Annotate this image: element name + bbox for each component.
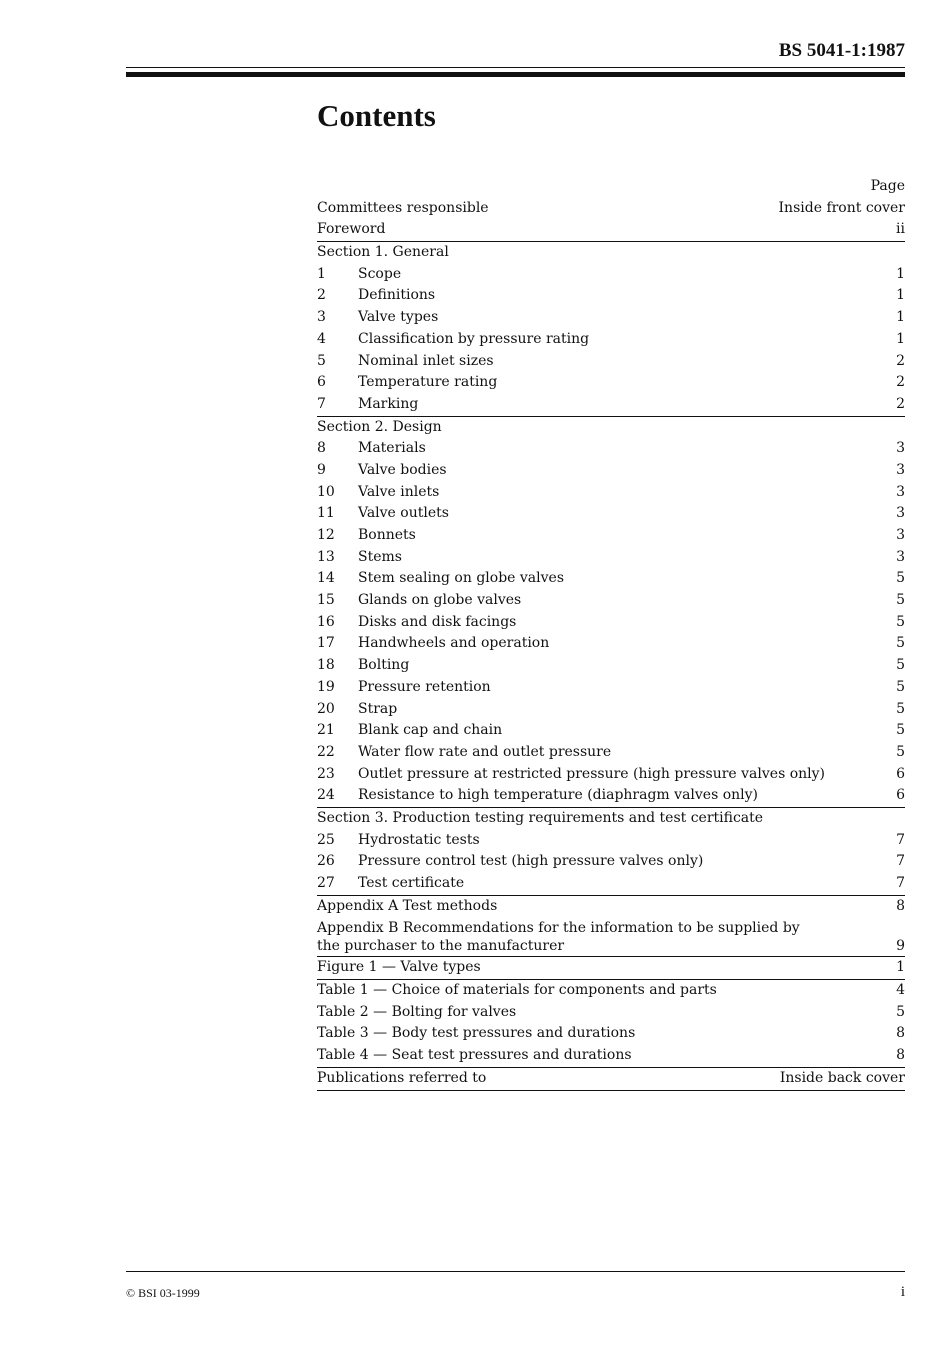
toc-entry-text: Figure 1 — Valve types bbox=[317, 959, 481, 976]
toc-entry-page: 5 bbox=[896, 592, 905, 609]
toc-entry-appendix-a[interactable] bbox=[317, 896, 905, 918]
page-column-heading: Page bbox=[870, 178, 905, 194]
header-rule-thin bbox=[126, 67, 905, 68]
clause-number: 6 bbox=[317, 374, 326, 391]
clause-number: 17 bbox=[317, 635, 335, 652]
toc-entry[interactable] bbox=[317, 764, 905, 786]
toc-entry[interactable] bbox=[317, 612, 905, 634]
clause-number: 2 bbox=[317, 287, 326, 304]
toc-entry-page: 5 bbox=[896, 743, 905, 760]
toc-entry-text: Foreword bbox=[317, 221, 386, 238]
clause-number: 26 bbox=[317, 853, 335, 870]
toc-entry-page: 5 bbox=[896, 570, 905, 587]
toc-entry-page: 3 bbox=[896, 505, 905, 522]
clause-number: 18 bbox=[317, 657, 335, 674]
page-title: Contents bbox=[317, 98, 436, 133]
toc-entry-page: 2 bbox=[896, 374, 905, 391]
toc-entry[interactable] bbox=[317, 372, 905, 394]
toc-entry-page: 8 bbox=[896, 897, 905, 914]
toc-entry-text: Nominal inlet sizes bbox=[358, 352, 494, 369]
toc-entry-page: 1 bbox=[896, 330, 905, 347]
clause-number: 23 bbox=[317, 765, 335, 782]
toc-entry[interactable] bbox=[317, 307, 905, 329]
toc-entry-page: ii bbox=[896, 221, 905, 238]
toc-entry-text: Table 2 — Bolting for valves bbox=[317, 1003, 517, 1020]
toc-entry-text: Test certificate bbox=[358, 875, 465, 891]
toc-entry[interactable] bbox=[317, 655, 905, 677]
clause-number: 8 bbox=[317, 440, 326, 457]
toc-entry-appendix-b[interactable] bbox=[317, 917, 905, 957]
toc-entry-page: 3 bbox=[896, 548, 905, 565]
toc-entry[interactable] bbox=[317, 633, 905, 655]
toc-entry-page: 3 bbox=[896, 483, 905, 500]
toc-entry-text: Scope bbox=[358, 265, 402, 282]
toc-entry-page: 5 bbox=[896, 678, 905, 695]
clause-number: 10 bbox=[317, 483, 335, 500]
toc-entry-text: Hydrostatic tests bbox=[358, 831, 480, 848]
clause-number: 9 bbox=[317, 461, 326, 478]
toc-entry-publications[interactable] bbox=[317, 1068, 905, 1091]
clause-number: 12 bbox=[317, 527, 335, 543]
clause-number: 3 bbox=[317, 309, 326, 326]
toc-entry[interactable] bbox=[317, 394, 905, 417]
toc-entry-text: Glands on globe valves bbox=[358, 592, 522, 609]
toc-entry-text: Valve types bbox=[358, 309, 439, 326]
header-rule-thick bbox=[126, 72, 905, 77]
toc-entry-page: 5 bbox=[896, 1003, 905, 1020]
toc-entry-table[interactable] bbox=[317, 1023, 905, 1045]
toc-entry-text: Appendix B Recommendations for the information to be supplied by bbox=[317, 920, 800, 937]
toc-entry-page: 8 bbox=[896, 1025, 905, 1042]
toc-entry-page: 7 bbox=[896, 853, 905, 870]
toc-entry-text: Handwheels and operation bbox=[358, 635, 550, 652]
toc-entry-text: Valve bodies bbox=[358, 461, 447, 478]
toc-entry[interactable] bbox=[317, 264, 905, 286]
toc-entry[interactable] bbox=[317, 525, 905, 547]
toc-entry-page: 5 bbox=[896, 657, 905, 674]
toc-entry-page: 1 bbox=[896, 959, 905, 976]
toc-entry-table[interactable] bbox=[317, 1045, 905, 1068]
clause-number: 14 bbox=[317, 570, 335, 587]
toc-section-heading bbox=[317, 417, 905, 439]
toc-entry[interactable] bbox=[317, 482, 905, 504]
toc-entry-text: Pressure control test (high pressure valves only) bbox=[358, 853, 704, 870]
toc-entry[interactable] bbox=[317, 873, 905, 896]
toc-entry-page: 5 bbox=[896, 722, 905, 739]
toc-entry[interactable] bbox=[317, 438, 905, 460]
clause-number: 7 bbox=[317, 395, 326, 412]
table-of-contents bbox=[317, 176, 905, 1091]
page-number: i bbox=[900, 1284, 905, 1300]
toc-entry[interactable] bbox=[317, 851, 905, 873]
document-id: BS 5041-1:1987 bbox=[778, 40, 905, 61]
toc-entry[interactable] bbox=[317, 677, 905, 699]
toc-entry[interactable] bbox=[317, 742, 905, 764]
toc-entry-text: Resistance to high temperature (diaphragm valves only) bbox=[358, 787, 759, 804]
toc-entry-text: Stem sealing on globe valves bbox=[358, 570, 565, 587]
toc-entry-text: Valve outlets bbox=[358, 505, 449, 522]
toc-entry[interactable] bbox=[317, 590, 905, 612]
toc-entry[interactable] bbox=[317, 699, 905, 721]
toc-entry-page: 1 bbox=[896, 265, 905, 282]
footer-rule bbox=[126, 1271, 905, 1272]
toc-entry-text: Appendix A Test methods bbox=[317, 897, 498, 914]
clause-number: 20 bbox=[317, 700, 335, 717]
clause-number: 11 bbox=[317, 505, 335, 522]
toc-entry-text: Table 1 — Choice of materials for components and parts bbox=[317, 982, 717, 999]
toc-entry-figure[interactable] bbox=[317, 957, 905, 980]
toc-entry-text: Outlet pressure at restricted pressure (high pressure valves only) bbox=[358, 765, 826, 782]
clause-number: 22 bbox=[317, 743, 335, 760]
toc-entry-text: Table 4 — Seat test pressures and durations bbox=[317, 1047, 632, 1064]
toc-page-heading-row bbox=[317, 176, 905, 198]
toc-entry-page: 9 bbox=[896, 938, 905, 955]
toc-entry-text: Materials bbox=[358, 440, 426, 457]
toc-entry[interactable] bbox=[317, 830, 905, 852]
toc-entry-text: Marking bbox=[358, 395, 419, 412]
toc-entry-table[interactable] bbox=[317, 1002, 905, 1024]
toc-entry-text: Bolting bbox=[358, 657, 410, 674]
clause-number: 13 bbox=[317, 548, 335, 565]
toc-entry-page: 6 bbox=[896, 765, 905, 782]
toc-entry-page: 2 bbox=[896, 395, 905, 412]
toc-entry-page: 3 bbox=[896, 461, 905, 478]
toc-entry-text: Disks and disk facings bbox=[358, 613, 517, 630]
clause-number: 16 bbox=[317, 613, 335, 630]
toc-entry-table[interactable] bbox=[317, 980, 905, 1002]
copyright-notice: © BSI 03-1999 bbox=[126, 1286, 200, 1300]
toc-entry[interactable] bbox=[317, 720, 905, 742]
clause-number: 5 bbox=[317, 352, 326, 369]
toc-entry-text: Blank cap and chain bbox=[358, 722, 503, 739]
toc-entry-page: Inside back cover bbox=[779, 1069, 905, 1086]
toc-entry-text: Table 3 — Body test pressures and durations bbox=[317, 1025, 636, 1042]
clause-number: 4 bbox=[317, 330, 326, 347]
clause-number: 19 bbox=[317, 678, 335, 695]
section-heading-text: Section 3. Production testing requirements and test certificate bbox=[317, 809, 764, 826]
toc-entry-page: 3 bbox=[896, 527, 905, 543]
clause-number: 27 bbox=[317, 875, 335, 891]
toc-entry-page: 7 bbox=[896, 831, 905, 848]
toc-entry-text: Valve inlets bbox=[358, 483, 440, 500]
toc-entry[interactable] bbox=[317, 329, 905, 351]
toc-entry[interactable] bbox=[317, 351, 905, 373]
toc-entry-text: Publications referred to bbox=[317, 1069, 487, 1086]
toc-entry-text: Strap bbox=[358, 700, 398, 717]
toc-entry-text: Temperature rating bbox=[358, 374, 498, 391]
clause-number: 15 bbox=[317, 592, 335, 609]
toc-entry-text: Stems bbox=[358, 548, 402, 565]
toc-entry-text: Water flow rate and outlet pressure bbox=[358, 743, 612, 760]
toc-entry-page: 2 bbox=[896, 352, 905, 369]
toc-entry-page: 3 bbox=[896, 440, 905, 457]
toc-entry-text: Committees responsible bbox=[317, 199, 489, 216]
toc-entry-text: Definitions bbox=[358, 287, 436, 304]
toc-entry-page: 5 bbox=[896, 613, 905, 630]
toc-entry-page: Inside front cover bbox=[778, 199, 905, 216]
section-heading-text: Section 2. Design bbox=[317, 418, 442, 435]
toc-entry-page: 7 bbox=[896, 875, 905, 891]
toc-entry-page: 5 bbox=[896, 700, 905, 717]
toc-entry-page: 8 bbox=[896, 1047, 905, 1064]
toc-entry-text-continued: the purchaser to the manufacturer bbox=[317, 938, 565, 955]
toc-entry-page: 1 bbox=[896, 309, 905, 326]
clause-number: 1 bbox=[317, 265, 326, 282]
toc-entry-text: Pressure retention bbox=[358, 678, 491, 695]
toc-section-heading bbox=[317, 242, 905, 264]
clause-number: 21 bbox=[317, 722, 335, 739]
toc-entry[interactable] bbox=[317, 198, 905, 220]
toc-entry[interactable] bbox=[317, 785, 905, 808]
toc-entry-page: 1 bbox=[896, 287, 905, 304]
toc-entry-text: Classification by pressure rating bbox=[358, 330, 590, 347]
clause-number: 25 bbox=[317, 831, 335, 848]
toc-entry[interactable] bbox=[317, 219, 905, 242]
toc-section-heading bbox=[317, 808, 905, 830]
toc-entry[interactable] bbox=[317, 285, 905, 307]
toc-entry[interactable] bbox=[317, 568, 905, 590]
clause-number: 24 bbox=[317, 787, 335, 804]
toc-entry-page: 6 bbox=[896, 787, 905, 804]
toc-entry-page: 5 bbox=[896, 635, 905, 652]
toc-entry-text: Bonnets bbox=[358, 527, 416, 543]
toc-entry[interactable] bbox=[317, 547, 905, 569]
toc-entry-page: 4 bbox=[896, 982, 905, 999]
toc-entry[interactable] bbox=[317, 460, 905, 482]
section-heading-text: Section 1. General bbox=[317, 244, 449, 261]
toc-entry[interactable] bbox=[317, 503, 905, 525]
